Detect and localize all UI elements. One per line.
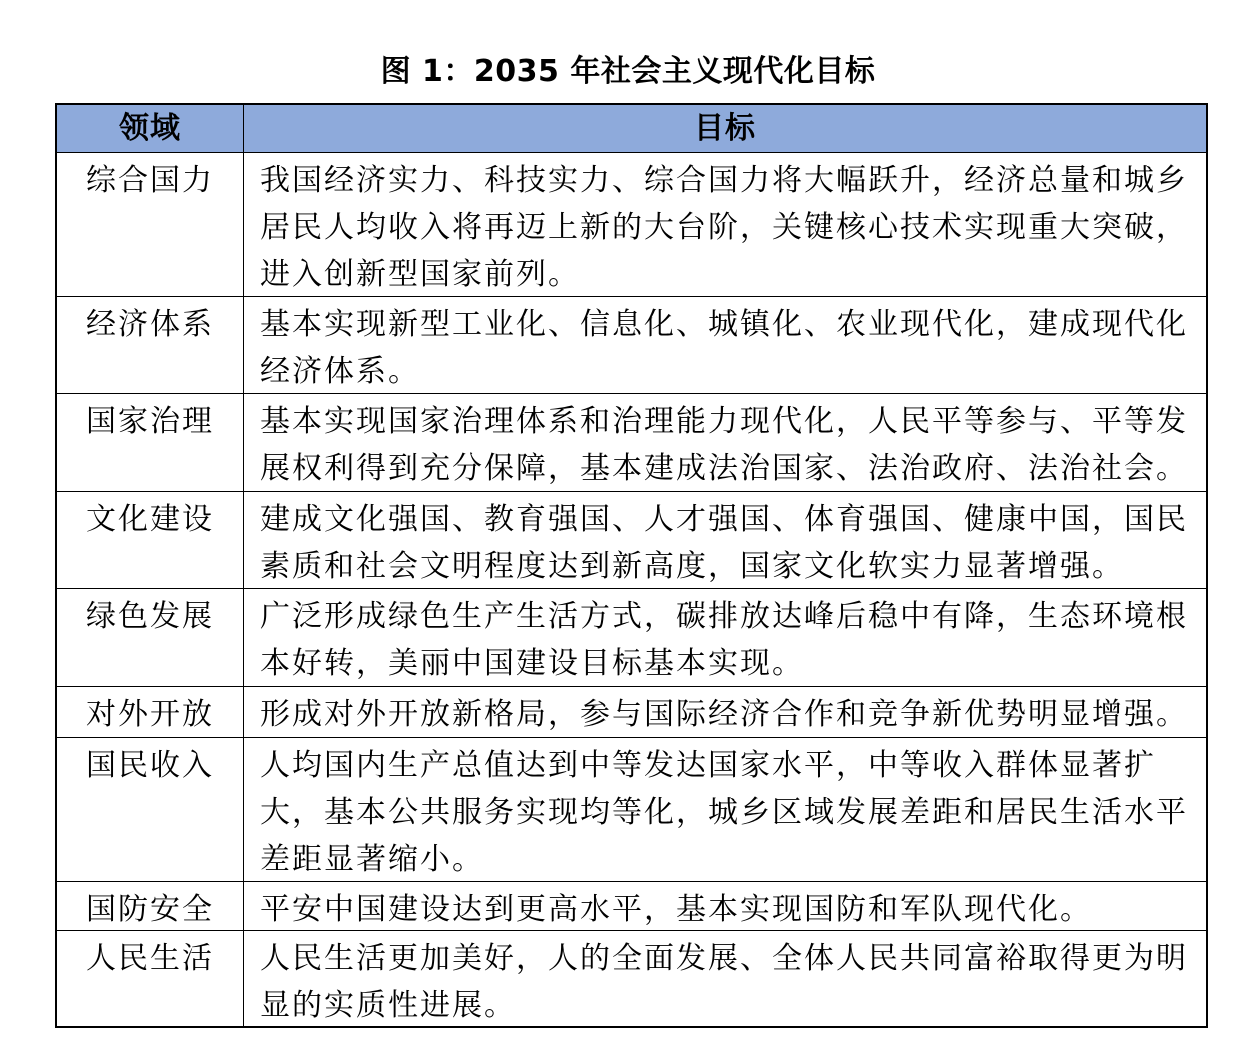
goal-line: 差距显著缩小。	[260, 842, 484, 877]
domain-cell: 国民收入	[57, 738, 244, 881]
goal-line: 居民人均收入将再迈上新的大台阶，关键核心技术实现重大突破，	[260, 210, 1188, 245]
table-row	[57, 393, 1206, 491]
goal-cell	[244, 882, 1206, 930]
goal-cell	[244, 738, 1206, 881]
goal-line: 建成文化强国、教育强国、人才强国、体育强国、健康中国，国民	[260, 502, 1188, 537]
domain-cell: 文化建设	[57, 492, 244, 588]
domain-cell: 绿色发展	[57, 589, 244, 686]
goal-cell	[244, 589, 1206, 686]
goal-cell	[244, 153, 1206, 296]
table-row	[57, 881, 1206, 930]
goal-line: 展权利得到充分保障，基本建成法治国家、法治政府、法治社会。	[260, 451, 1188, 486]
goal-line: 形成对外开放新格局，参与国际经济合作和竞争新优势明显增强。	[260, 697, 1188, 732]
header-goal: 目标	[694, 111, 756, 146]
goal-line: 基本实现新型工业化、信息化、城镇化、农业现代化，建成现代化	[260, 307, 1188, 342]
goal-line: 进入创新型国家前列。	[260, 257, 580, 292]
table-row	[57, 686, 1206, 737]
table-header-row	[57, 105, 1206, 152]
goal-cell	[244, 297, 1206, 393]
goal-line: 人民生活更加美好，人的全面发展、全体人民共同富裕取得更为明	[260, 941, 1188, 976]
goal-line: 经济体系。	[260, 354, 420, 389]
goal-line: 平安中国建设达到更高水平，基本实现国防和军队现代化。	[260, 892, 1092, 927]
table-row	[57, 152, 1206, 296]
domain-cell: 综合国力	[57, 153, 244, 296]
goal-line: 大，基本公共服务实现均等化，城乡区域发展差距和居民生活水平	[260, 795, 1188, 830]
goal-cell	[244, 394, 1206, 491]
domain-cell: 国家治理	[57, 394, 244, 491]
domain-cell: 人民生活	[57, 931, 244, 1026]
goals-table	[55, 103, 1208, 1028]
domain-cell: 国防安全	[57, 882, 244, 930]
domain-cell: 对外开放	[57, 687, 244, 737]
goal-line: 人均国内生产总值达到中等发达国家水平，中等收入群体显著扩	[260, 748, 1156, 783]
goal-line: 素质和社会文明程度达到新高度，国家文化软实力显著增强。	[260, 549, 1124, 584]
table-row	[57, 296, 1206, 393]
goal-cell	[244, 687, 1206, 737]
table-row	[57, 491, 1206, 588]
goal-cell	[244, 492, 1206, 588]
figure-title: 图 1：2035 年社会主义现代化目标	[380, 54, 876, 89]
header-domain: 领域	[57, 105, 244, 152]
goal-line: 显的实质性进展。	[260, 988, 516, 1023]
table-row	[57, 930, 1206, 1026]
table-row	[57, 588, 1206, 686]
domain-cell: 经济体系	[57, 297, 244, 393]
goal-cell	[244, 931, 1206, 1026]
goal-line: 基本实现国家治理体系和治理能力现代化，人民平等参与、平等发	[260, 404, 1188, 439]
table-row	[57, 737, 1206, 881]
goal-line: 广泛形成绿色生产生活方式，碳排放达峰后稳中有降，生态环境根	[260, 599, 1188, 634]
goal-line: 本好转，美丽中国建设目标基本实现。	[260, 646, 804, 681]
goal-line: 我国经济实力、科技实力、综合国力将大幅跃升，经济总量和城乡	[260, 163, 1188, 198]
